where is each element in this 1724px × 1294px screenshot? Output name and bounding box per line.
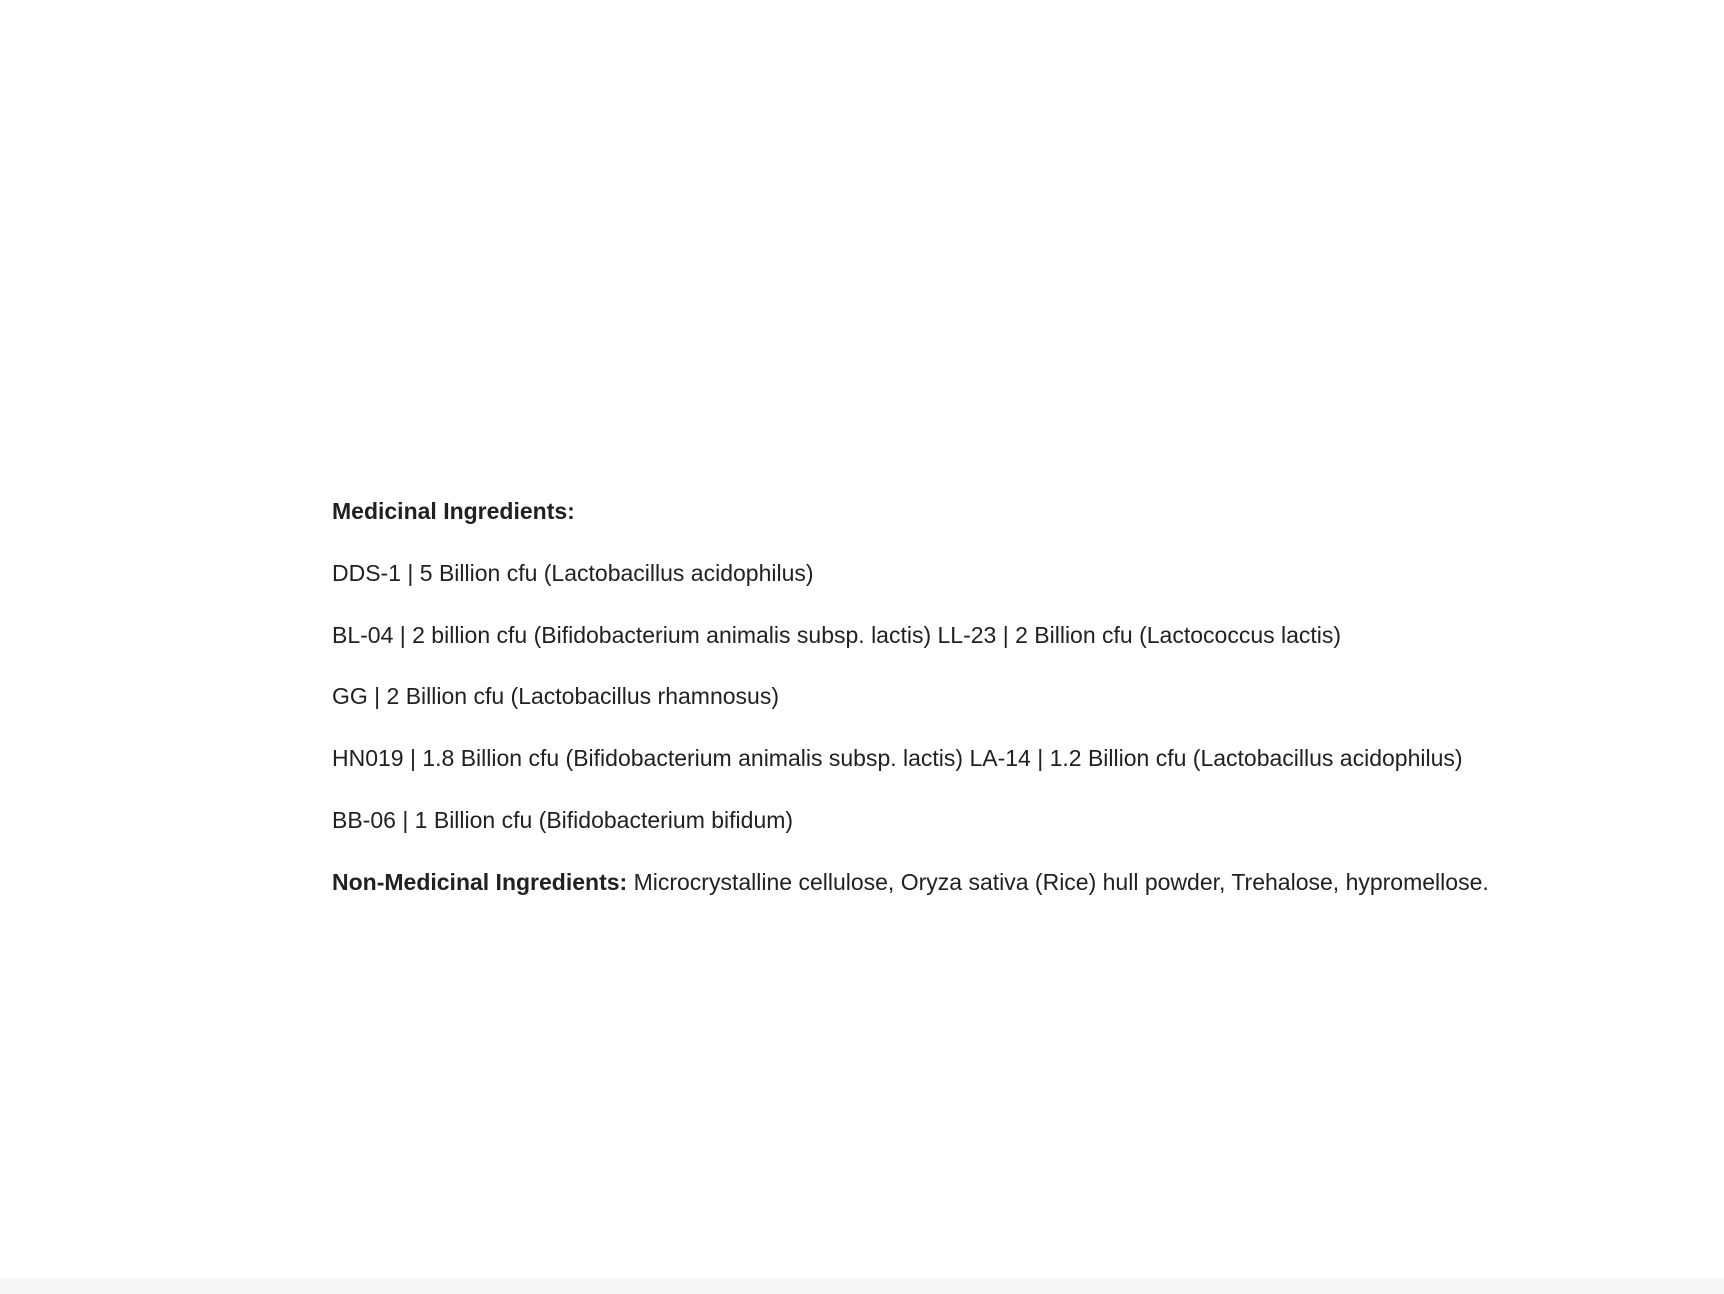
ingredient-line: DDS-1 | 5 Billion cfu (Lactobacillus acidophilus) [332,559,814,586]
ingredient-line: HN019 | 1.8 Billion cfu (Bifidobacterium animalis subsp. lactis) LA-14 | 1.2 Billion cfu (Lactobacillus acidophilus) [332,745,1463,772]
ingredient-line: BB-06 | 1 Billion cfu (Bifidobacterium bifidum) [332,806,794,833]
non-medicinal-label: Non-Medicinal Ingredients: [332,868,628,895]
ingredients-section [332,496,1712,897]
ingredient-line: BL-04 | 2 billion cfu (Bifidobacterium animalis subsp. lactis) LL-23 | 2 Billion cfu (Lactococcus lactis) [332,621,1342,648]
non-medicinal-text: Microcrystalline cellulose, Oryza sativa (Rice) hull powder, Trehalose, hypromellose. [633,868,1489,895]
bottom-strip [0,1278,1724,1294]
non-medicinal-ingredients [332,867,1712,897]
medicinal-ingredients-heading: Medicinal Ingredients: [332,498,575,524]
ingredient-line: GG | 2 Billion cfu (Lactobacillus rhamnosus) [332,683,779,710]
